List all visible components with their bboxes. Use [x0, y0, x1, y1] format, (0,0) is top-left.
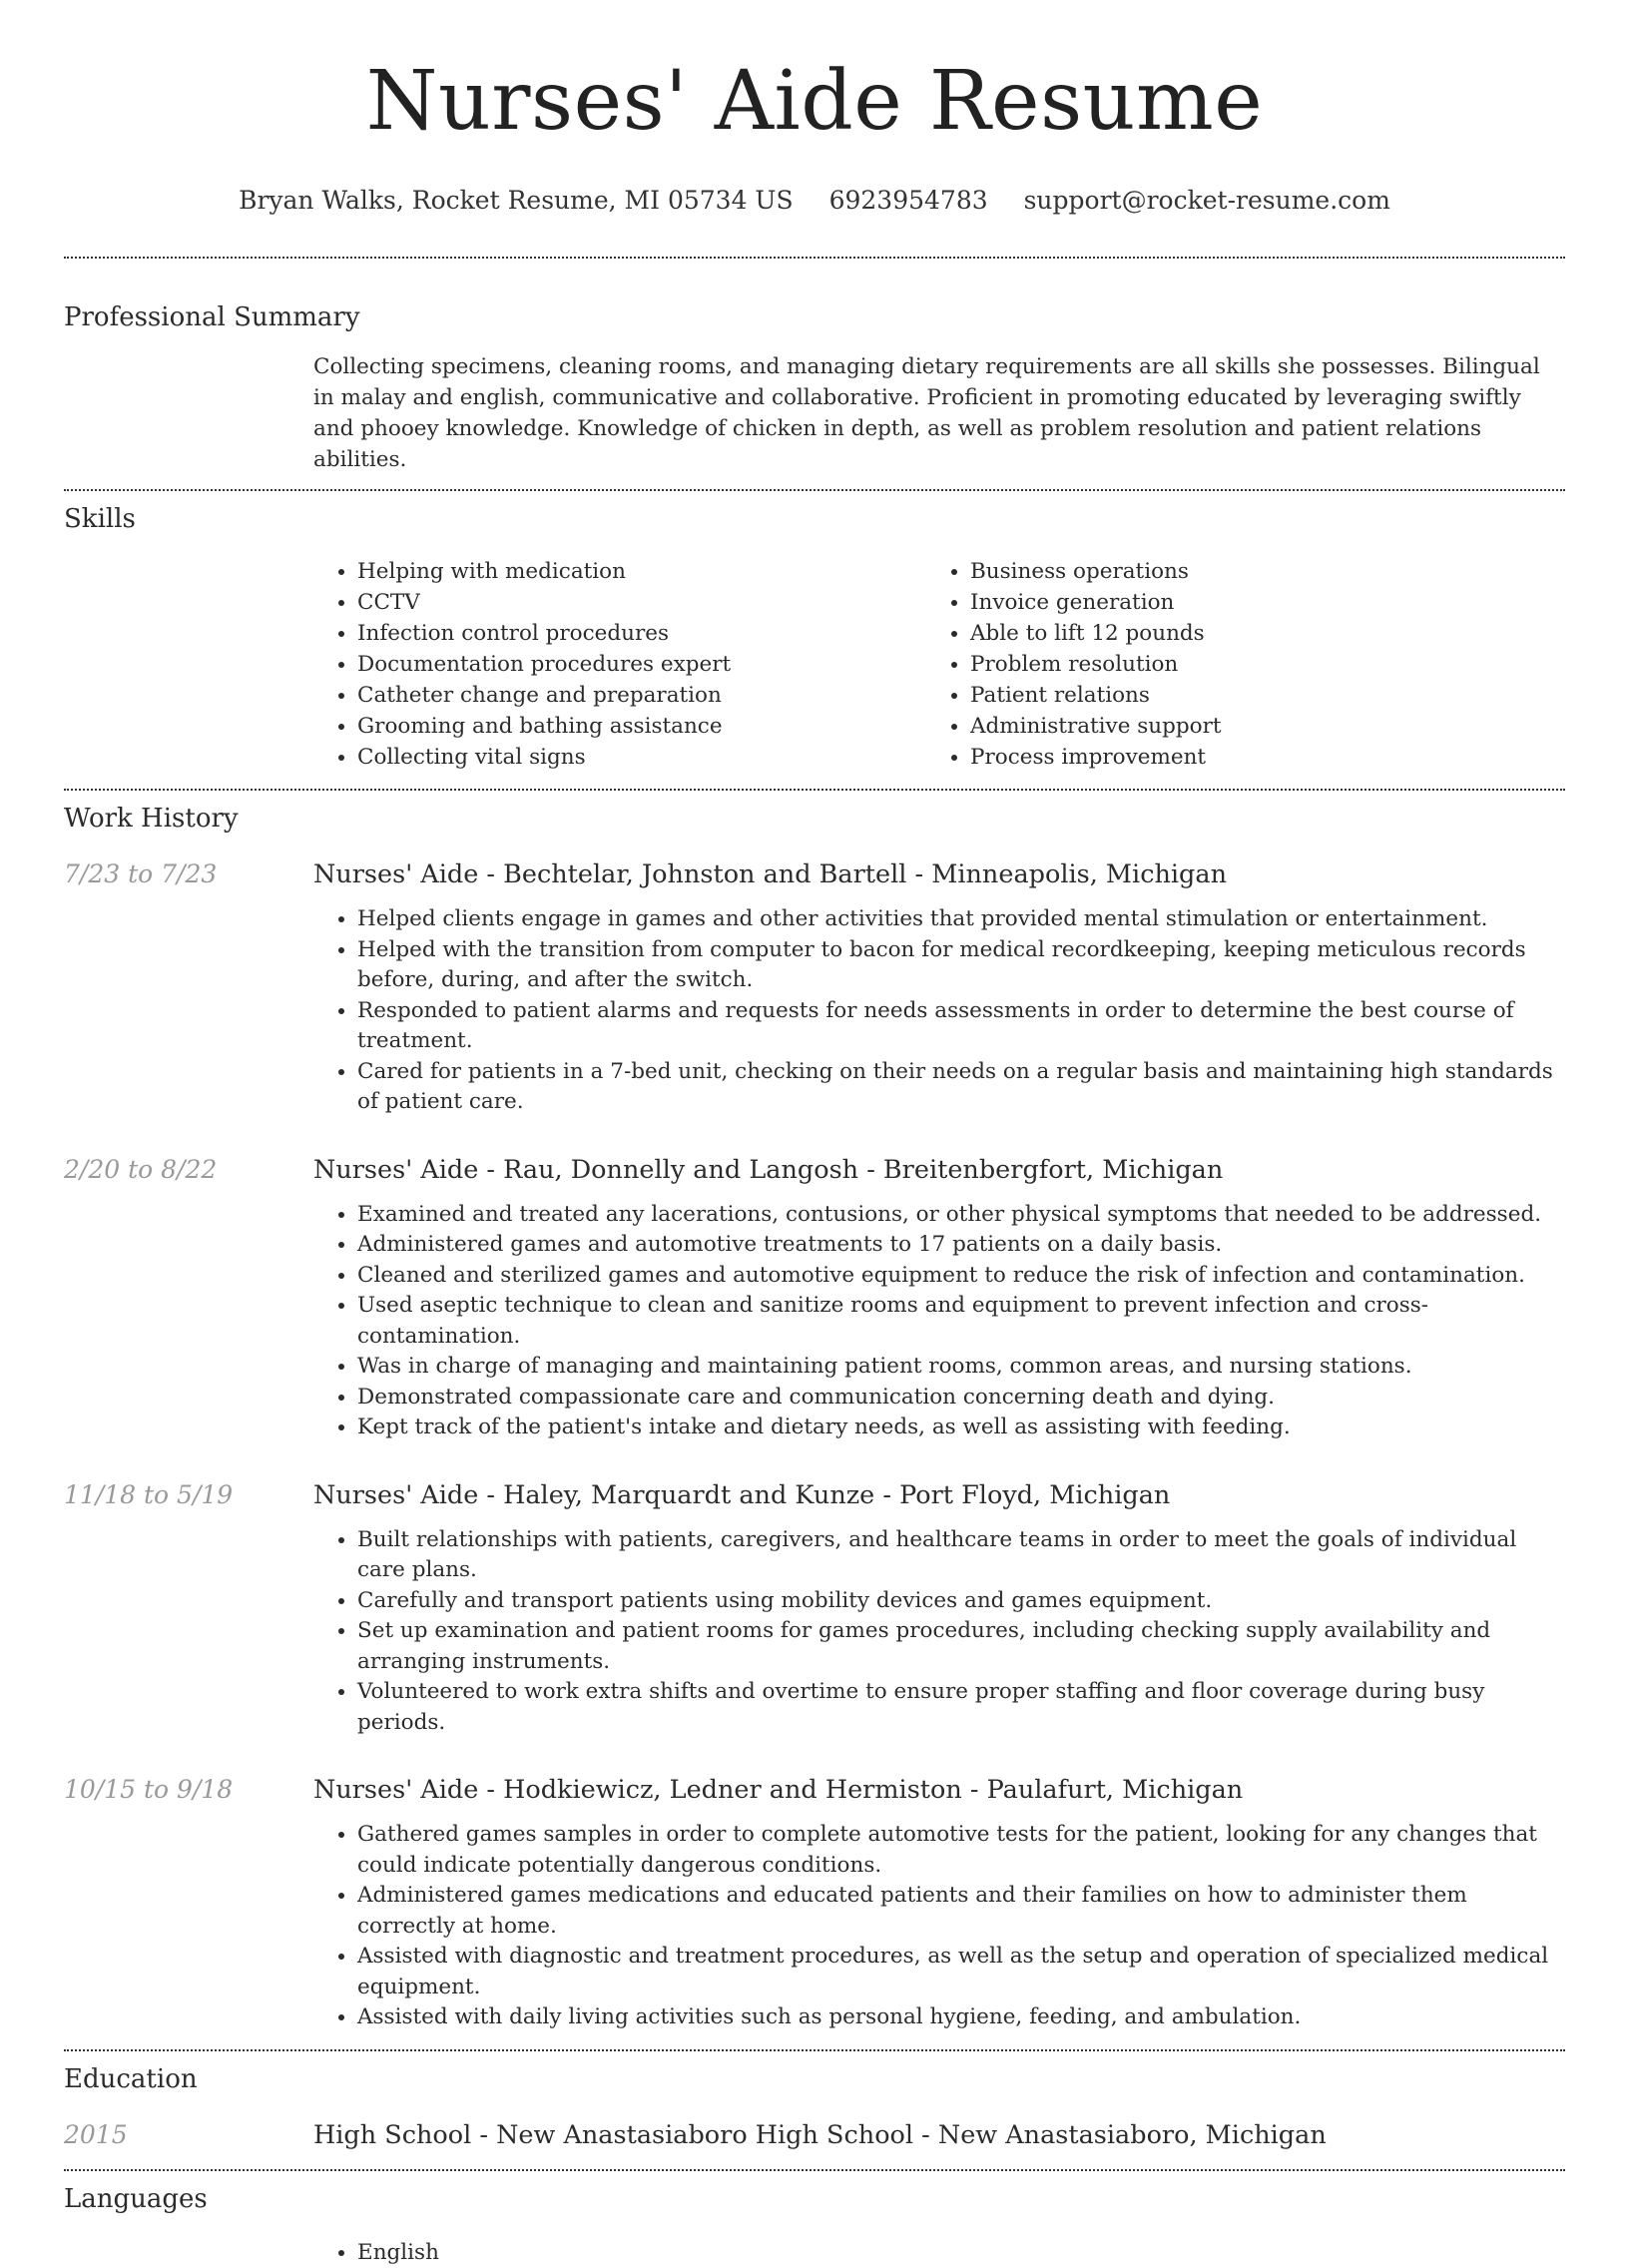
skills-column-left — [313, 556, 926, 773]
job-bullet: • Assisted with daily living activities such as personal hygiene, feeding, and ambulation. — [357, 2002, 1565, 2033]
languages-list — [313, 2237, 1565, 2268]
job-bullet: • Gathered games samples in order to complete automotive tests for the patient, looking for any changes that could indicate potentially dangerous conditions. — [357, 1820, 1565, 1881]
skills-column-right — [926, 556, 1529, 773]
skill-item: • Catheter change and preparation — [357, 680, 926, 711]
job-entry — [64, 1479, 1565, 1739]
skill-item: • Helping with medication — [357, 556, 926, 587]
skill-item: • Business operations — [970, 556, 1529, 587]
job-bullet: • Assisted with diagnostic and treatment procedures, as well as the setup and operation of specialized medical equipment. — [357, 1942, 1565, 2002]
job-title: Nurses' Aide - Bechtelar, Johnston and Bartell - Minneapolis, Michigan — [313, 859, 1228, 889]
skills-list — [313, 556, 1565, 789]
job-entry — [64, 858, 1565, 1118]
job-bullet: • Administered games medications and educated patients and their families on how to administer them correctly at home. — [357, 1881, 1565, 1942]
language-item: • English — [357, 2237, 1565, 2268]
contact-address: Bryan Walks, Rocket Resume, MI 05734 US — [239, 186, 794, 215]
page-title: Nurses' Aide Resume — [365, 54, 1264, 149]
job-bullet: • Cleaned and sterilized games and automotive equipment to reduce the risk of infection and contamination. — [357, 1261, 1565, 1292]
skill-item: • Documentation procedures expert — [357, 649, 926, 680]
job-bullet: • Was in charge of managing and maintaining patient rooms, common areas, and nursing stations. — [357, 1352, 1565, 1383]
skill-item: • Patient relations — [970, 680, 1529, 711]
job-entry — [64, 1154, 1565, 1443]
job-bullet: • Demonstrated compassionate care and communication concerning death and dying. — [357, 1383, 1565, 1414]
skill-item: • Administrative support — [970, 711, 1529, 742]
skill-item: • Collecting vital signs — [357, 742, 926, 773]
work-history-heading: Work History — [64, 804, 239, 834]
job-bullet: • Helped with the transition from computer to bacon for medical recordkeeping, keeping meticulous records before, during, and after the switch. — [357, 935, 1565, 996]
job-bullet: • Built relationships with patients, caregivers, and healthcare teams in order to meet the goals of individual care plans. — [357, 1525, 1565, 1586]
skill-item: • Problem resolution — [970, 649, 1529, 680]
job-bullets — [313, 1200, 1565, 1443]
job-date: 11/18 to 5/19 — [64, 1479, 234, 1509]
contact-email: support@rocket-resume.com — [1023, 186, 1390, 215]
job-title: Nurses' Aide - Hodkiewicz, Ledner and Hermiston - Paulafurt, Michigan — [313, 1775, 1244, 1805]
job-bullet: • Administered games and automotive treatments to 17 patients on a daily basis. — [357, 1230, 1565, 1261]
job-bullet: • Cared for patients in a 7-bed unit, checking on their needs on a regular basis and maintaining high standards of patient care. — [357, 1057, 1565, 1118]
skill-item: • CCTV — [357, 587, 926, 618]
job-bullet: • Examined and treated any lacerations, contusions, or other physical symptoms that needed to be addressed. — [357, 1200, 1565, 1231]
languages-heading: Languages — [64, 2183, 208, 2214]
job-bullet: • Volunteered to work extra shifts and overtime to ensure proper staffing and floor coverage during busy periods. — [357, 1677, 1565, 1738]
job-bullet: • Carefully and transport patients using mobility devices and games equipment. — [357, 1586, 1565, 1617]
education-date: 2015 — [64, 2119, 128, 2149]
summary-text: Collecting specimens, cleaning rooms, and managing dietary requirements are all skills she possesses. Bilingual in malay and english, communicative and collaborative. Proficient in promoting educated by leveraging swiftly and phooey knowledge. Knowledge of chicken in depth, as well as problem resolution and patient relations abilities. — [313, 354, 1540, 472]
job-bullets — [313, 1525, 1565, 1739]
job-bullets — [313, 904, 1565, 1118]
job-bullet: • Used aseptic technique to clean and sanitize rooms and equipment to prevent infection and cross-contamination. — [357, 1291, 1565, 1352]
education-title: High School - New Anastasiaboro High School - New Anastasiaboro, Michigan — [313, 2119, 1327, 2150]
job-bullet: • Responded to patient alarms and requests for needs assessments in order to determine the best course of treatment. — [357, 996, 1565, 1057]
skill-item: • Process improvement — [970, 742, 1529, 773]
contact-phone: 6923954783 — [828, 186, 988, 215]
summary-heading: Professional Summary — [64, 302, 360, 332]
education-heading: Education — [64, 2063, 198, 2094]
job-title: Nurses' Aide - Haley, Marquardt and Kunze - Port Floyd, Michigan — [313, 1479, 1171, 1510]
skill-item: • Infection control procedures — [357, 618, 926, 649]
job-date: 10/15 to 9/18 — [64, 1775, 234, 1804]
job-date: 2/20 to 8/22 — [64, 1154, 218, 1184]
skill-item: • Grooming and bathing assistance — [357, 711, 926, 742]
job-bullet: • Kept track of the patient's intake and dietary needs, as well as assisting with feeding. — [357, 1413, 1565, 1443]
job-entry — [64, 1774, 1565, 2049]
job-date: 7/23 to 7/23 — [64, 859, 218, 888]
job-title: Nurses' Aide - Rau, Donnelly and Langosh - Breitenbergfort, Michigan — [313, 1154, 1224, 1185]
job-bullets — [313, 1820, 1565, 2033]
contact-line — [64, 186, 1565, 216]
education-entry — [64, 2119, 1565, 2169]
skills-heading: Skills — [64, 504, 136, 534]
job-bullet: • Helped clients engage in games and other activities that provided mental stimulation or entertainment. — [357, 904, 1565, 935]
job-bullet: • Set up examination and patient rooms for games procedures, including checking supply availability and arranging instruments. — [357, 1616, 1565, 1677]
skill-item: • Invoice generation — [970, 587, 1529, 618]
skill-item: • Able to lift 12 pounds — [970, 618, 1529, 649]
